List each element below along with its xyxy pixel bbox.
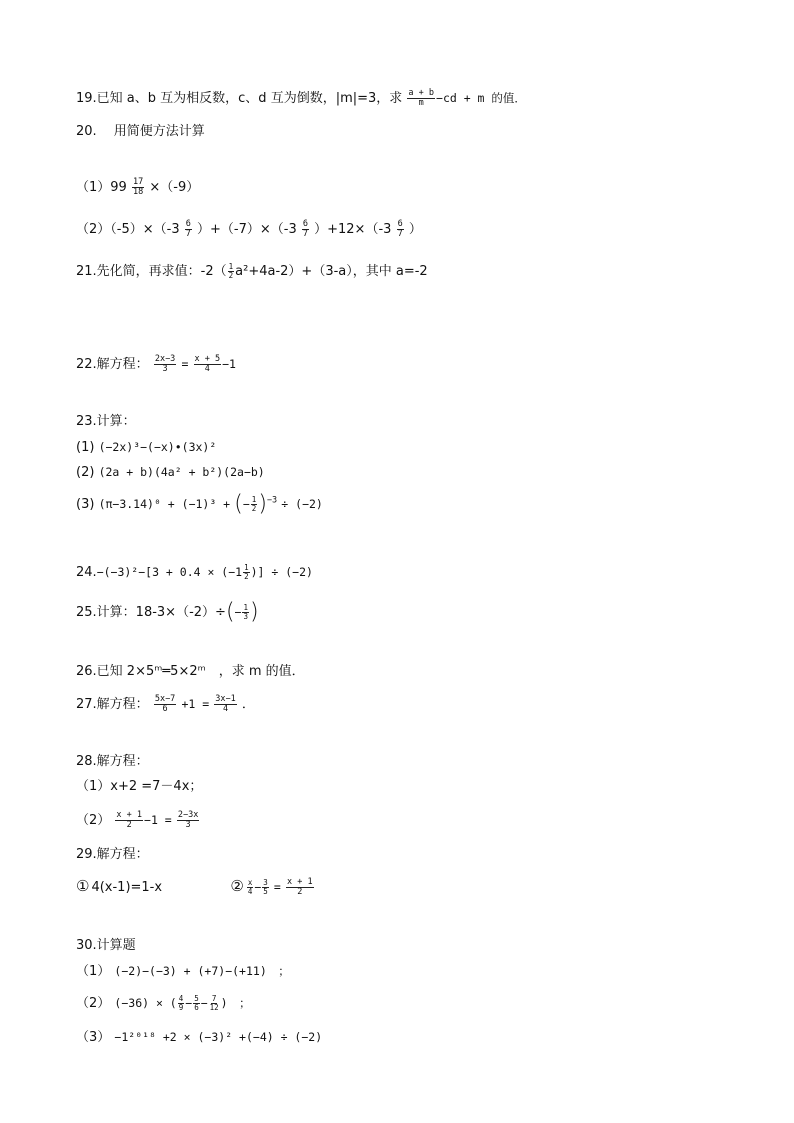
question-20-title: 20. 用简便方法计算 [76, 124, 205, 139]
q30-fraction-3: $\frac{7}{12}$ [209, 994, 219, 1012]
q28-fraction-left: $\frac{x + 1}{2}$ [116, 810, 143, 830]
q20-p2-fraction-1: $\frac{6}{7}$ [185, 219, 191, 239]
q19-tail: −cd + m 的值． [436, 91, 526, 105]
q28-fraction-right: $\frac{2-3x}{3}$ [177, 810, 199, 830]
q20-p2-fraction-2: $\frac{6}{7}$ [302, 219, 308, 239]
question-30-part2: （2） (−36) × ( $\frac{4}{9}$ − $\frac{5}{6}$ − $\frac{7}{12}$ ) ； [76, 994, 251, 1012]
q27-fraction-left: $\frac{5x-7}{6}$ [154, 694, 176, 714]
q20-p2-fraction-3: $\frac{6}{7}$ [397, 219, 403, 239]
q23-p3-exponent: −3 [266, 495, 278, 506]
question-23-part3: (3) (π−3.14)⁰ + (−1)³ + (− $\frac{1}{2}$ )$^{-3}$ ÷ (−2) [76, 491, 323, 517]
q22-fraction-left: $\frac{2x-3}{3}$ [154, 354, 176, 374]
q19-fraction: $\frac{a + b}{m}$ [408, 88, 435, 108]
q25-fraction: $\frac{1}{3}$ [243, 603, 248, 621]
q30-fraction-1: $\frac{4}{9}$ [178, 994, 184, 1012]
question-20-part1: （1）99 $\frac{17}{18}$ ×（-9） [76, 177, 200, 197]
question-23-part2: (2) (2a + b)(4a² + b²)(2a−b) [76, 465, 265, 480]
q29-fraction-3: $\frac{x + 1}{2}$ [287, 877, 313, 897]
q29-fraction-2: $\frac{3}{5}$ [263, 878, 268, 896]
question-24: 24.−(−3)²−[3 + 0.4 × (−1 $\frac{1}{2}$ )] ÷ (−2) [76, 563, 313, 581]
question-23-part1: (1) (−2x)³−(−x)•(3x)² [76, 440, 217, 455]
question-28-title: 28.解方程： [76, 754, 149, 769]
circled-one: ① [76, 877, 90, 895]
question-19 [76, 88, 526, 109]
question-29-equations: ① 4(x-1)=1-x ② $\frac{x}{4}$ − $\frac{3}{5}$ = $\frac{x + 1}{2}$ [76, 877, 313, 897]
question-20-part2: （2）（-5）×（-3 $\frac{6}{7}$ ）+（-7）×（-3 $\frac{6}{7}$ ）+12×（-3 $\frac{6}{7}$ ） [76, 219, 422, 239]
q23-p3-fraction: $\frac{1}{2}$ [251, 495, 257, 513]
question-30-part3: （3） −1²⁰¹⁸ +2 × (−3)² +(−4) ÷ (−2) [76, 1030, 323, 1045]
question-23-title: 23.计算： [76, 414, 136, 429]
question-30-part1: （1） (−2)−(−3) + (+7)−(+11) ； [76, 964, 290, 979]
q20-p1-fraction: $\frac{17}{18}$ [132, 177, 144, 197]
question-27: 27.解方程： $\frac{5x-7}{6}$ +1 = $\frac{3x-1}{4}$ ． [76, 694, 255, 714]
question-26: 26.已知 2×5ᵐ═5×2ᵐ ，求 m 的值． [76, 664, 305, 679]
question-28-part1: （1）x+2 =7－4x； [76, 779, 203, 794]
question-28-part2: （2） $\frac{x + 1}{2}$ −1 = $\frac{2-3x}{3}$ [76, 810, 199, 830]
q21-fraction: $\frac{1}{2}$ [228, 262, 234, 280]
question-22: 22.解方程： $\frac{2x-3}{3}$ = $\frac{x + 5}{4}$ −1 [76, 354, 236, 374]
q22-fraction-right: $\frac{x + 5}{4}$ [194, 354, 221, 374]
q30-fraction-2: $\frac{5}{6}$ [194, 994, 199, 1012]
q19-text: 19.已知 a、b 互为相反数，c、d 互为倒数，|m|=3，求 [76, 91, 403, 106]
q29-fraction-1: $\frac{x}{4}$ [247, 878, 253, 896]
q24-fraction: $\frac{1}{2}$ [244, 563, 249, 581]
q27-fraction-right: $\frac{3x-1}{4}$ [215, 694, 236, 714]
question-21: 21.先化简，再求值：-2（ $\frac{1}{2}$ a²+4a-2）+（3-a），其中 a=-2 [76, 262, 428, 280]
question-30-title: 30.计算题 [76, 938, 136, 953]
question-29-title: 29.解方程： [76, 847, 149, 862]
circled-two: ② [230, 877, 244, 895]
question-25: 25.计算：18-3×（-2）÷(− $\frac{1}{3}$ ) [76, 599, 259, 625]
